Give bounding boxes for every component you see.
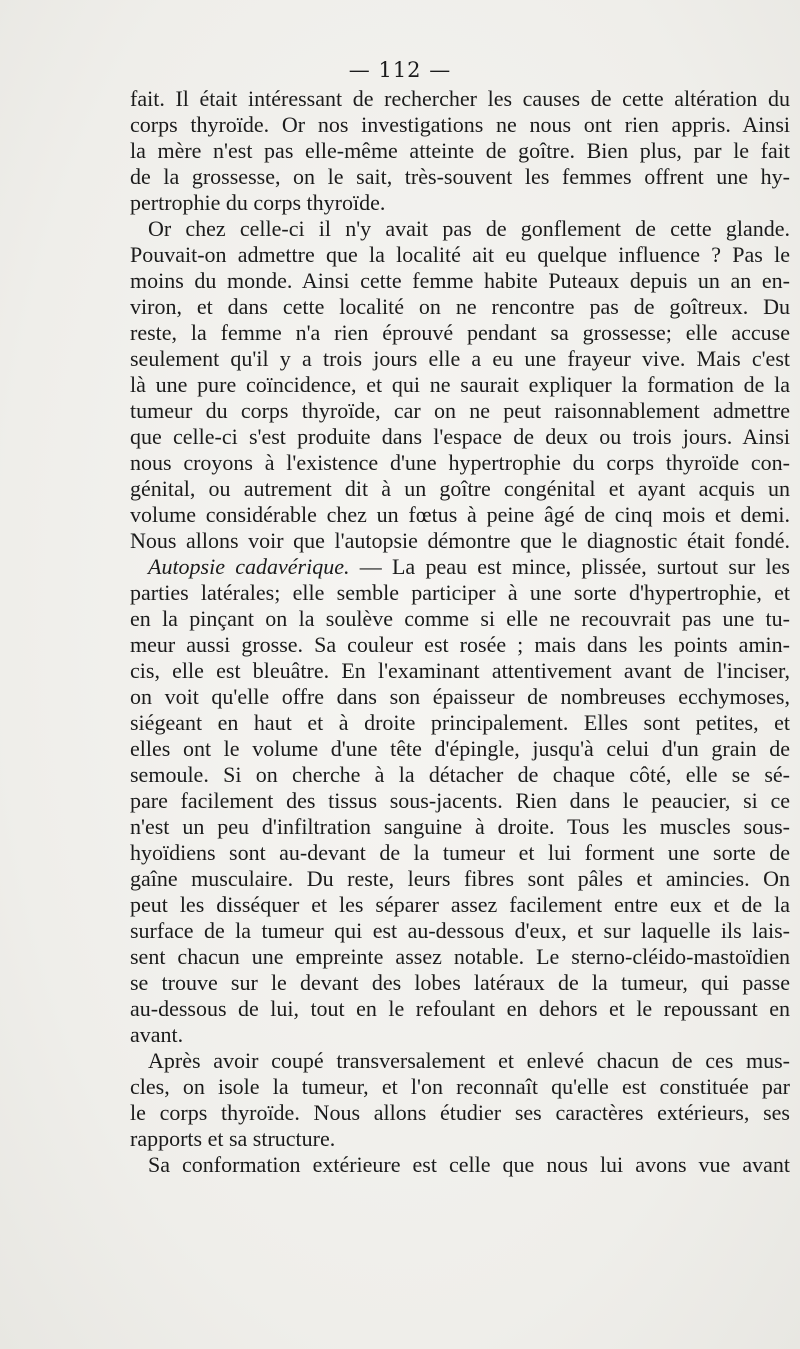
line-text: pertrophie du corps thyroïde. [130, 190, 386, 215]
line-text: on voit qu'elle offre dans son épaisseur de nombreuses ecchymoses, [130, 684, 790, 709]
text-line [130, 1126, 790, 1152]
line-text: peut les disséquer et les séparer assez facilement entre eux et de la [130, 892, 790, 917]
line-text: surface de la tumeur qui est au-dessous d'eux, et sur laquelle ils lais- [130, 918, 790, 943]
line-text: sent chacun une empreinte assez notable. Le sterno-cléido-mastoïdien [130, 944, 790, 969]
text-line [130, 788, 790, 814]
line-text: en la pinçant on la soulève comme si elle ne recouvrait pas une tu- [130, 606, 790, 631]
line-text: Pouvait-on admettre que la localité ait eu quelque influence ? Pas le [130, 242, 790, 267]
line-text: génital, ou autrement dit à un goître congénital et ayant acquis un [130, 476, 790, 501]
text-line [130, 138, 790, 164]
line-text: que celle-ci s'est produite dans l'espace de deux ou trois jours. Ainsi [130, 424, 790, 449]
text-line [130, 450, 790, 476]
text-line [130, 892, 790, 918]
text-line [130, 320, 790, 346]
line-text: hyoïdiens sont au-devant de la tumeur et lui forment une sorte de [130, 840, 790, 865]
text-line [130, 814, 790, 840]
line-text: — La peau est mince, plissée, surtout sur les [349, 554, 790, 579]
text-line [130, 684, 790, 710]
line-text: le corps thyroïde. Nous allons étudier ses caractères extérieurs, ses [130, 1100, 790, 1125]
line-text: Or chez celle-ci il n'y avait pas de gonflement de cette glande. [148, 216, 790, 241]
text-line [130, 736, 790, 762]
text-line [130, 658, 790, 684]
page-number: — 112 — [348, 58, 452, 82]
line-text: seulement qu'il y a trois jours elle a eu une frayeur vive. Mais c'est [130, 346, 790, 371]
line-text: pare facilement des tissus sous-jacents. Rien dans le peaucier, si ce [130, 788, 790, 813]
text-line [130, 294, 790, 320]
line-text: volume considérable chez un fœtus à peine âgé de cinq mois et demi. [130, 502, 790, 527]
text-line [130, 164, 790, 190]
line-text: de la grossesse, on le sait, très-souvent les femmes offrent une hy- [130, 164, 790, 189]
text-line [130, 398, 790, 424]
text-line [130, 86, 790, 112]
line-text: cis, elle est bleuâtre. En l'examinant attentivement avant de l'inciser, [130, 658, 790, 683]
line-text: avant. [130, 1022, 184, 1047]
text-line [130, 632, 790, 658]
line-text: n'est un peu d'infiltration sanguine à droite. Tous les muscles sous- [130, 814, 790, 839]
text-line [130, 528, 790, 554]
text-line [130, 1074, 790, 1100]
text-line [130, 242, 790, 268]
text-line [130, 996, 790, 1022]
text-line [130, 190, 790, 216]
text-line [130, 476, 790, 502]
text-line [130, 1152, 790, 1178]
line-text: Sa conformation extérieure est celle que nous lui avons vue avant [148, 1152, 790, 1177]
text-line [130, 970, 790, 996]
line-text: Après avoir coupé transversalement et enlevé chacun de ces mus- [148, 1048, 790, 1073]
text-line [130, 762, 790, 788]
italic-heading: Autopsie cadavérique. [148, 554, 350, 579]
text-line [130, 346, 790, 372]
text-line [130, 216, 790, 242]
text-line [130, 112, 790, 138]
line-text: moins du monde. Ainsi cette femme habite Puteaux depuis un an en- [130, 268, 790, 293]
body-text [130, 86, 790, 1178]
line-text: corps thyroïde. Or nos investigations ne nous ont rien appris. Ainsi [130, 112, 790, 137]
line-text: meur aussi grosse. Sa couleur est rosée ; mais dans les points amin- [130, 632, 790, 657]
line-text: au-dessous de lui, tout en le refoulant en dehors et le repoussant en [130, 996, 790, 1021]
text-line [130, 944, 790, 970]
line-text: semoule. Si on cherche à la détacher de chaque côté, elle se sé- [130, 762, 790, 787]
text-line [130, 1100, 790, 1126]
text-line [130, 710, 790, 736]
line-text: parties latérales; elle semble participer à une sorte d'hypertrophie, et [130, 580, 790, 605]
line-text: tumeur du corps thyroïde, car on ne peut raisonnablement admettre [130, 398, 790, 423]
line-text: siégeant en haut et à droite principalement. Elles sont petites, et [130, 710, 790, 735]
line-text: gaîne musculaire. Du reste, leurs fibres sont pâles et amincies. On [130, 866, 790, 891]
text-line [130, 866, 790, 892]
line-text: viron, et dans cette localité on ne rencontre pas de goîtreux. Du [130, 294, 790, 319]
text-line [130, 606, 790, 632]
text-line [130, 502, 790, 528]
text-line [130, 1048, 790, 1074]
line-text: rapports et sa structure. [130, 1126, 336, 1151]
text-line [130, 918, 790, 944]
text-line [130, 1022, 790, 1048]
line-text: reste, la femme n'a rien éprouvé pendant sa grossesse; elle accuse [130, 320, 790, 345]
text-line [130, 580, 790, 606]
text-line [130, 840, 790, 866]
text-line [130, 268, 790, 294]
text-line [130, 554, 790, 580]
text-line [130, 372, 790, 398]
text-line [130, 424, 790, 450]
line-text: fait. Il était intéressant de rechercher les causes de cette altération du [130, 86, 790, 111]
line-text: là une pure coïncidence, et qui ne saurait expliquer la formation de la [130, 372, 790, 397]
line-text: la mère n'est pas elle-même atteinte de goître. Bien plus, par le fait [130, 138, 790, 163]
line-text: se trouve sur le devant des lobes latéraux de la tumeur, qui passe [130, 970, 790, 995]
line-text: Nous allons voir que l'autopsie démontre que le diagnostic était fondé. [130, 528, 790, 553]
line-text: elles ont le volume d'une tête d'épingle, jusqu'à celui d'un grain de [130, 736, 790, 761]
line-text: cles, on isole la tumeur, et l'on reconnaît qu'elle est constituée par [130, 1074, 790, 1099]
line-text: nous croyons à l'existence d'une hypertrophie du corps thyroïde con- [130, 450, 790, 475]
